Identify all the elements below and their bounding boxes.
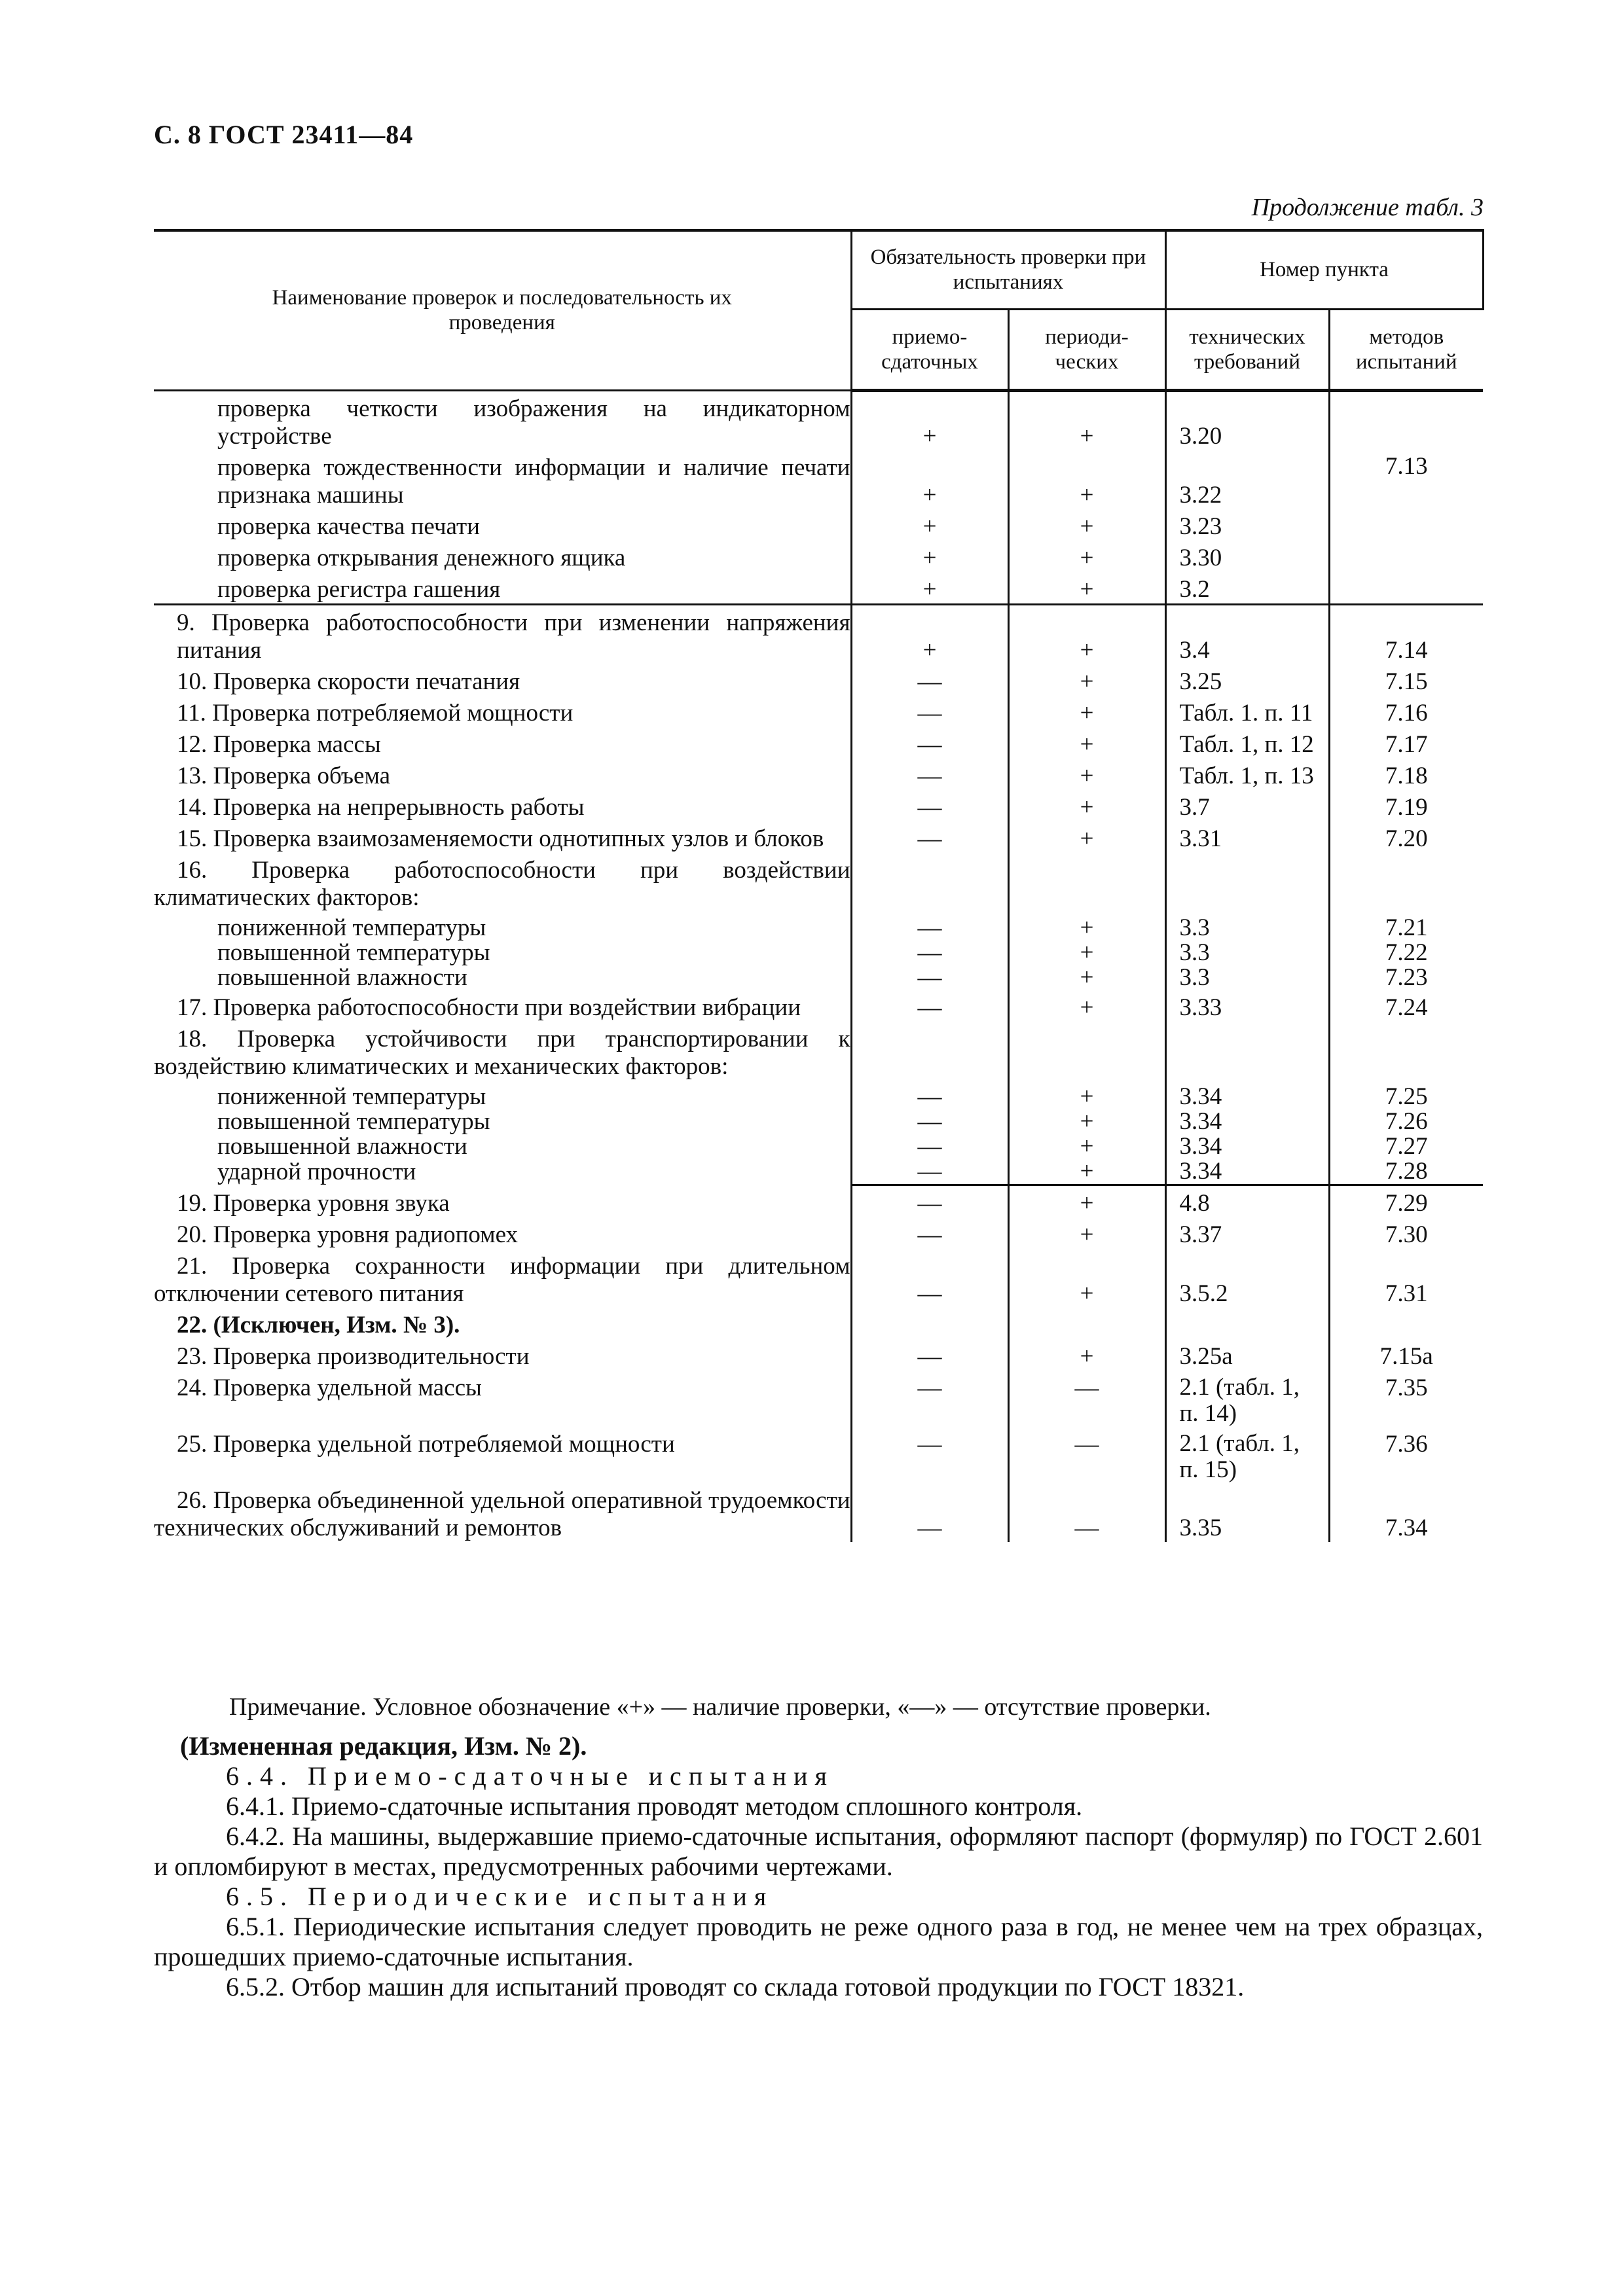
- body-text: [154, 1692, 1483, 2002]
- table-row: повышенной температуры — + 3.34 7.26: [154, 1109, 1483, 1134]
- table-row: 12. Проверка массы — + Табл. 1, п. 12 7.17: [154, 727, 1483, 759]
- table-row: пониженной температуры — + 3.3 7.21: [154, 912, 1483, 941]
- table-row: ударной прочности — + 3.34 7.28: [154, 1159, 1483, 1185]
- table-note: Примечание. Условное обозначение «+» — наличие проверки, «—» — отсутствие проверки.: [229, 1693, 1211, 1721]
- table-row: повышенной влажности — + 3.34 7.27: [154, 1134, 1483, 1159]
- table-row: проверка тождественности информации и наличие печати признака машины + + 3.22: [154, 450, 1483, 509]
- page-header: С. 8 ГОСТ 23411—84: [154, 120, 414, 149]
- table-row: 22. (Исключен, Изм. № 3).: [154, 1308, 1483, 1339]
- table-row: проверка открывания денежного ящика + + 3.30: [154, 541, 1483, 572]
- tests-table: [154, 229, 1484, 1542]
- table-row: 15. Проверка взаимозаменяемости однотипных узлов и блоков — + 3.31 7.20: [154, 821, 1483, 853]
- table-row: 19. Проверка уровня звука — + 4.8 7.29: [154, 1185, 1483, 1217]
- header-test-methods: методов испытаний: [1329, 309, 1483, 390]
- table-row: 20. Проверка уровня радиопомех — + 3.37 7.30: [154, 1217, 1483, 1249]
- table-row: 25. Проверка удельной потребляемой мощности — — 2.1 (табл. 1, п. 15) 7.36: [154, 1427, 1483, 1483]
- table-row: 13. Проверка объема — + Табл. 1, п. 13 7.18: [154, 759, 1483, 790]
- table-row: 26. Проверка объединенной удельной оперативной трудоемкости технических обслуживаний и ремонтов — — 3.35 7.34: [154, 1483, 1483, 1542]
- table-continuation-label: Продолжение табл. 3: [1251, 194, 1484, 221]
- amendment-note: (Измененная редакция, Изм. № 2).: [180, 1731, 587, 1761]
- table-row: проверка регистра гашения + + 3.2: [154, 572, 1483, 605]
- table-row: 16. Проверка работоспособности при воздействии климатических факторов:: [154, 853, 1483, 912]
- header-name: Наименование проверок и последовательность их проведения: [154, 230, 851, 390]
- header-periodic: периоди-ческих: [1008, 309, 1165, 390]
- table-row: проверка качества печати + + 3.23: [154, 509, 1483, 541]
- paragraph-6-4-2: 6.4.2. На машины, выдержавшие приемо-сдаточные испытания, оформляют паспорт (формуляр) по ГОСТ 2.601 и опломбируют в местах, предусмотренных рабочими чертежами.: [154, 1821, 1483, 1881]
- paragraph-6-4-1: 6.4.1. Приемо-сдаточные испытания проводят методом сплошного контроля.: [226, 1791, 1083, 1821]
- header-obligation: Обязательность проверки при испытаниях: [851, 230, 1165, 309]
- table-row: повышенной влажности — + 3.3 7.23: [154, 965, 1483, 990]
- header-item-number: Номер пункта: [1165, 230, 1483, 309]
- table-row: 24. Проверка удельной массы — — 2.1 (табл. 1, п. 14) 7.35: [154, 1371, 1483, 1427]
- table-row: 21. Проверка сохранности информации при длительном отключении сетевого питания — + 3.5.2 7.31: [154, 1249, 1483, 1308]
- table-row: повышенной температуры — + 3.3 7.22: [154, 941, 1483, 965]
- section-6-5-title: 6.5. Периодические испытания: [226, 1882, 774, 1911]
- table-row: 10. Проверка скорости печатания — + 3.25 7.15: [154, 664, 1483, 696]
- section-6-4-title: 6.4. Приемо-сдаточные испытания: [226, 1761, 834, 1791]
- table-row: пониженной температуры — + 3.34 7.25: [154, 1081, 1483, 1109]
- header-acceptance: приемо-сдаточных: [851, 309, 1008, 390]
- table-row: 9. Проверка работоспособности при изменении напряжения питания + + 3.4 7.14: [154, 604, 1483, 664]
- table-row: 18. Проверка устойчивости при транспортировании к воздействию климатических и механических факторов:: [154, 1022, 1483, 1081]
- table-row: 17. Проверка работоспособности при воздействии вибрации — + 3.33 7.24: [154, 990, 1483, 1022]
- header-tech-req: технических требований: [1165, 309, 1329, 390]
- table-row: проверка четкости изображения на индикаторном устройстве + + 3.20 7.13: [154, 390, 1483, 450]
- paragraph-6-5-1: 6.5.1. Периодические испытания следует проводить не реже одного раза в год, не менее чем на трех образцах, прошедших приемо-сдаточные испытания.: [154, 1912, 1483, 1971]
- table-row: 14. Проверка на непрерывность работы — + 3.7 7.19: [154, 790, 1483, 821]
- table-row: 23. Проверка производительности — + 3.25а 7.15а: [154, 1339, 1483, 1371]
- table-row: 11. Проверка потребляемой мощности — + Табл. 1. п. 11 7.16: [154, 696, 1483, 727]
- paragraph-6-5-2: 6.5.2. Отбор машин для испытаний проводят со склада готовой продукции по ГОСТ 18321.: [226, 1972, 1245, 2001]
